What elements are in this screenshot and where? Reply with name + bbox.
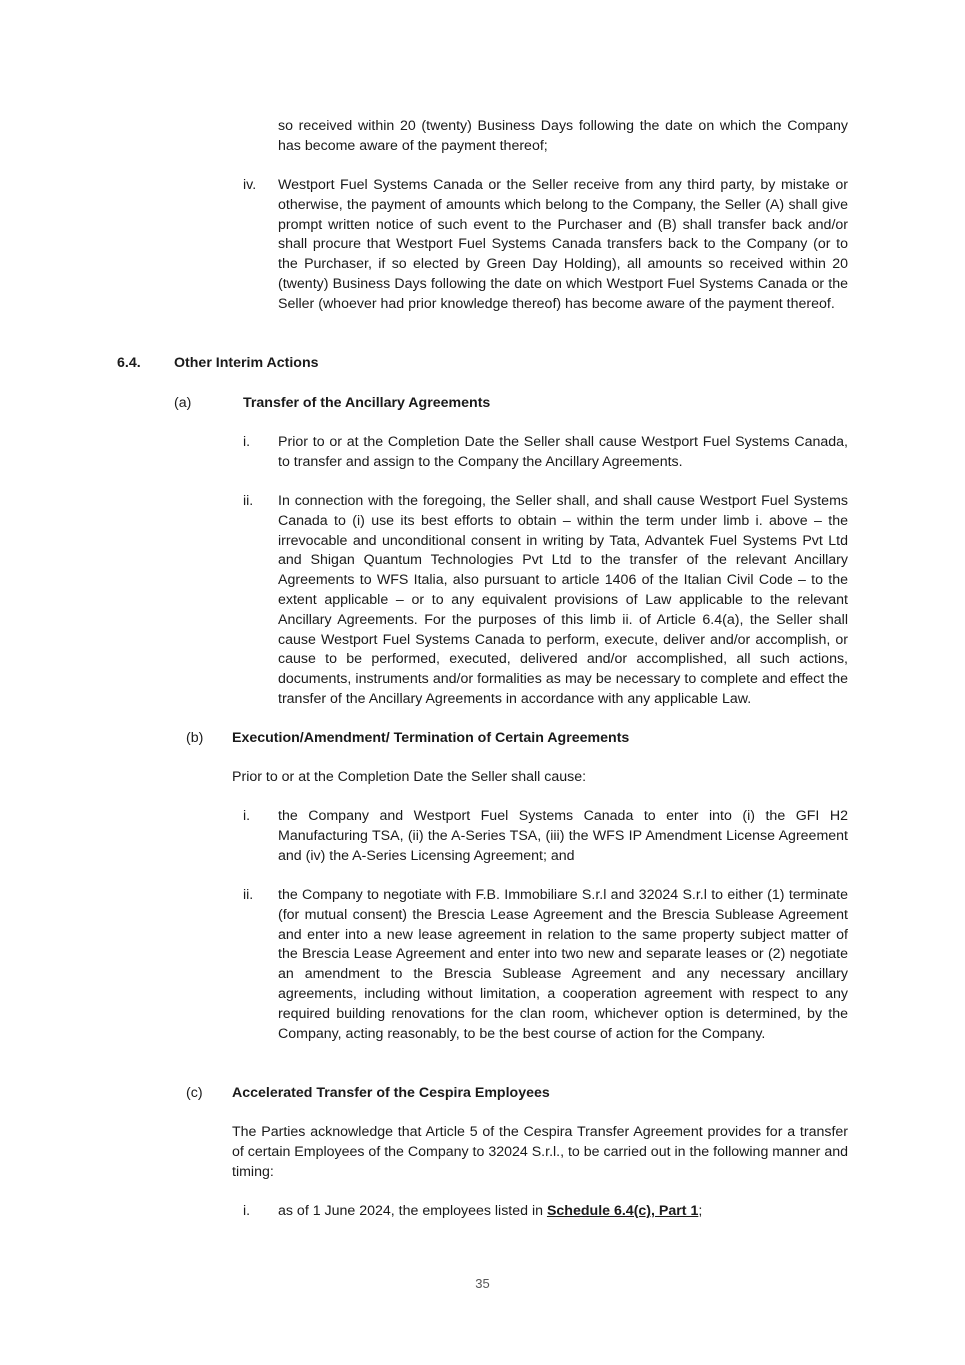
- sub-b-item-ii-number: ii.: [243, 887, 254, 903]
- sub-b-number: (b): [186, 730, 204, 746]
- sub-a-item-i-text: Prior to or at the Completion Date the Seller shall cause Westport Fuel Systems Canada, to transfer and assign to the Company the Ancillary Agreements.: [278, 434, 848, 470]
- sub-c-item-i-text: [278, 1202, 848, 1222]
- sub-a-item-ii-text: In connection with the foregoing, the Seller shall, and shall cause Westport Fuel Systems Canada to (i) use its best efforts to obtain – within the term under limb i. above – the irrevocable and unconditional consent in writing by Tata, Advantek Fuel Systems Pvt Ltd and Shigan Quantum Technologies Pvt Ltd to the transfer of the relevant Ancillary Agreements to WFS Italia, also pursuant to article 1406 of the Italian Civil Code – to the extent applicable – or to any equivalent provisions of Law applicable to the relevant Ancillary Agreements. For the purposes of this limb ii. of Article 6.4(a), the Seller shall cause Westport Fuel Systems Canada to perform, execute, deliver and/or accomplish, or cause to be performed, executed, delivered and/or accomplished, all such actions, documents, instruments and/or formalities as may be necessary to complete and effect the transfer of the Ancillary Agreements in accordance with any applicable Law.: [278, 493, 848, 707]
- sub-c-item-i-text-before: as of 1 June 2024, the employees listed in: [278, 1203, 547, 1219]
- sub-c-item-i-number: i.: [243, 1203, 251, 1219]
- item-iv-number: iv.: [243, 177, 257, 193]
- sub-a-title: Transfer of the Ancillary Agreements: [243, 395, 491, 411]
- item-iv-text: Westport Fuel Systems Canada or the Seller receive from any third party, by mistake or otherwise, the payment of amounts which belong to the Company, the Seller (A) shall give prompt written notice of such event to the Purchaser and (B) shall transfer back and/or shall procure that Westport Fuel Systems Canada transfers back to the Company (or to the Purchaser, if so elected by Green Day Holding), all amounts so received within 20 (twenty) Business Days following the date on which Westport Fuel Systems Canada or the Seller (whoever had prior knowledge thereof) has become aware of the payment thereof.: [278, 177, 848, 312]
- item-iii-continuation: so received within 20 (twenty) Business Days following the date on which the Company has become aware of the payment thereof;: [278, 118, 848, 154]
- section-number: 6.4.: [117, 355, 141, 371]
- page-number: 35: [475, 1276, 490, 1291]
- sub-c-title: Accelerated Transfer of the Cespira Employees: [232, 1085, 550, 1101]
- sub-b-intro: Prior to or at the Completion Date the Seller shall cause:: [232, 769, 587, 785]
- sub-b-item-ii-text: the Company to negotiate with F.B. Immobiliare S.r.l and 32024 S.r.l to either (1) terminate (for mutual consent) the Brescia Lease Agreement and the Brescia Sublease Agreement and enter into a new lease agreement in relation to the same property subject matter of the Brescia Lease Agreement and enter into two new and separate leases or (2) negotiate an amendment to the Brescia Sublease Agreement and any necessary ancillary agreements, including without limitation, a cooperation agreement with respect to any required building renovations for the clan room, whichever option is determined, by the Company, acting reasonably, to be the best course of action for the Company.: [278, 887, 848, 1042]
- sub-b-item-i-text: the Company and Westport Fuel Systems Canada to enter into (i) the GFI H2 Manufacturing TSA, (ii) the A-Series TSA, (iii) the WFS IP Amendment License Agreement and (iv) the A-Series Licensing Agreement; and: [278, 808, 848, 864]
- sub-a-number: (a): [174, 395, 192, 411]
- sub-a-item-i-number: i.: [243, 434, 251, 450]
- section-title: Other Interim Actions: [174, 355, 319, 371]
- sub-c-number: (c): [186, 1085, 203, 1101]
- sub-c-item-i-text-after: ;: [698, 1203, 703, 1219]
- sub-c-intro: The Parties acknowledge that Article 5 of the Cespira Transfer Agreement provides for a transfer of certain Employees of the Company to 32024 S.r.l., to be carried out in the following manner and timing:: [232, 1124, 848, 1180]
- schedule-reference-link[interactable]: Schedule 6.4(c), Part 1: [546, 1203, 699, 1219]
- sub-a-item-ii-number: ii.: [243, 493, 254, 509]
- sub-b-title: Execution/Amendment/ Termination of Certain Agreements: [232, 730, 630, 746]
- sub-b-item-i-number: i.: [243, 808, 251, 824]
